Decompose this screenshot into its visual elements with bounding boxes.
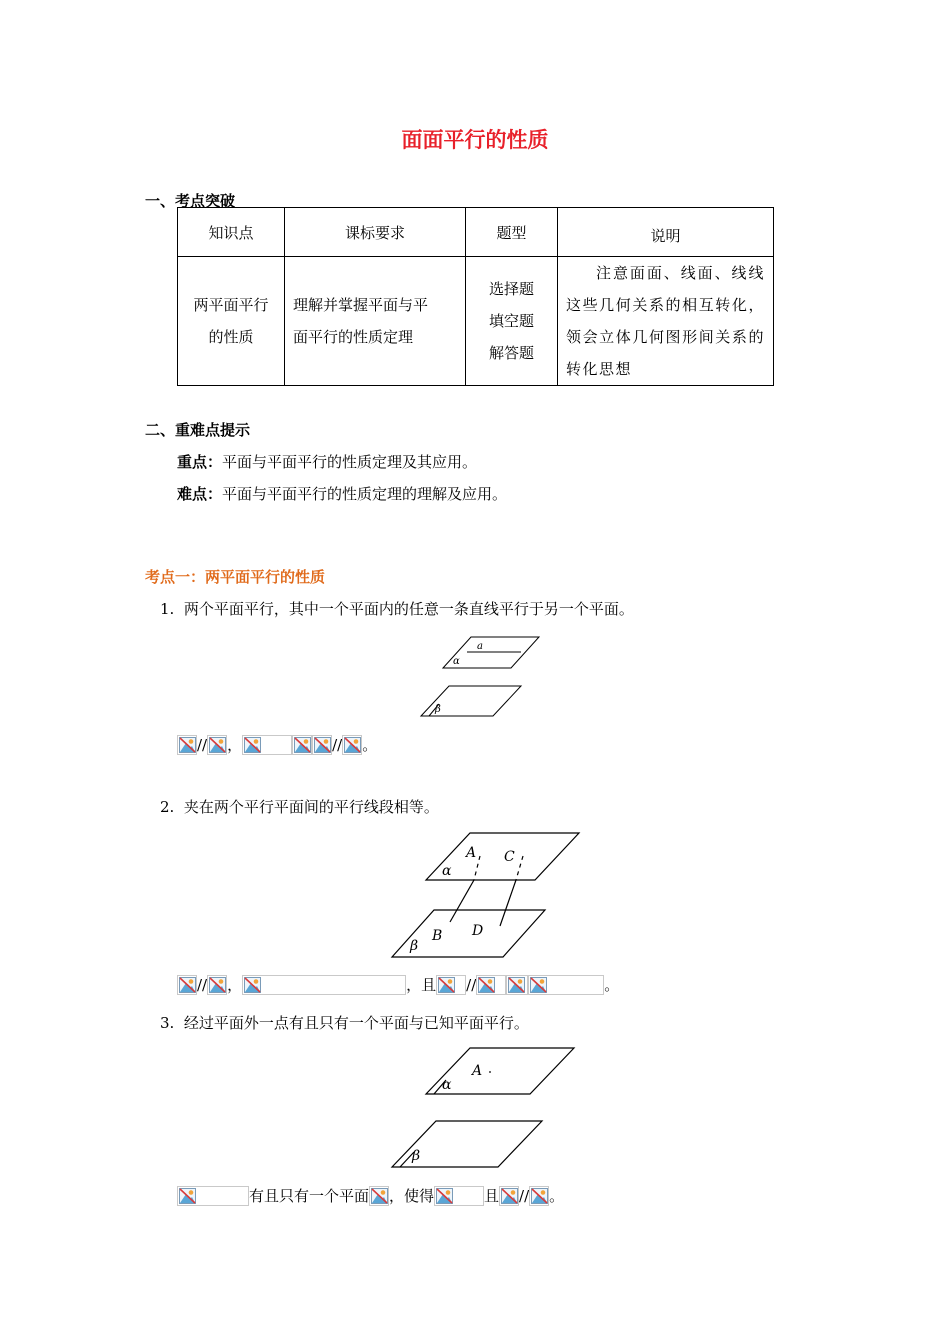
formula-image <box>207 975 227 995</box>
formula-image <box>292 735 312 755</box>
label-beta: β <box>410 938 419 954</box>
broken-image-icon <box>371 1188 388 1204</box>
item-2-text: 夹在两个平行平面间的平行线段相等。 <box>183 798 439 816</box>
formula-image <box>207 735 227 755</box>
formula-image <box>177 735 197 755</box>
broken-image-icon <box>501 1188 518 1204</box>
point-A <box>489 1071 491 1073</box>
key-text: 平面与平面平行的性质定理及其应用。 <box>222 453 478 471</box>
item-1 <box>160 598 634 619</box>
formula-image <box>342 735 362 755</box>
broken-image-icon <box>478 977 495 993</box>
table-cell-types: 选择题 填空题 解答题 <box>466 257 558 386</box>
table-cell-note: 注意面面、线面、线线这些几何关系的相互转化，领会立体几何图形间关系的转化思想 <box>558 257 774 386</box>
item-2-number: 2. <box>160 798 175 816</box>
formula-image <box>242 975 406 995</box>
figure-2 <box>390 830 585 962</box>
formula-image <box>369 1186 389 1206</box>
figure-1 <box>415 632 540 722</box>
topic-one-heading: 考点一：两平面平行的性质 <box>145 568 326 586</box>
label-beta: β <box>412 1148 421 1164</box>
label-C: C <box>504 849 515 865</box>
difficulty-label: 难点： <box>177 485 223 503</box>
table-cell-knowledge: 两平面平行 的性质 <box>178 257 285 386</box>
broken-image-icon <box>508 977 525 993</box>
segment-AB <box>450 880 474 922</box>
formula-image <box>177 975 197 995</box>
formula-image <box>528 975 604 995</box>
label-A: A <box>472 1063 483 1079</box>
label-alpha: α <box>442 863 452 879</box>
formula-image <box>506 975 528 995</box>
item-2 <box>160 796 439 817</box>
broken-image-icon <box>244 737 261 753</box>
formula-3: 有且只有一个平面 ，使得 且 // 。 <box>177 1184 564 1207</box>
label-D: D <box>472 923 484 939</box>
page-title: 面面平行的性质 <box>401 128 549 152</box>
difficulty-line <box>177 483 507 504</box>
table-header-note: 说明 <box>558 208 774 257</box>
label-alpha: α <box>442 1077 452 1093</box>
section-heading-key-points: 二、重难点提示 <box>145 421 251 439</box>
broken-image-icon <box>209 977 226 993</box>
label-beta: β <box>435 704 441 715</box>
item-1-number: 1. <box>160 600 175 618</box>
knowledge-table <box>177 207 774 386</box>
item-1-text: 两个平面平行，其中一个平面内的任意一条直线平行于另一个平面。 <box>183 600 634 618</box>
figure-3 <box>390 1046 580 1172</box>
formula-image <box>476 975 506 995</box>
broken-image-icon <box>530 977 547 993</box>
broken-image-icon <box>179 737 196 753</box>
section-heading-exam-points: 一、考点突破 <box>145 192 236 210</box>
broken-image-icon <box>436 1188 453 1204</box>
label-A: A <box>466 845 477 861</box>
broken-image-icon <box>179 1188 196 1204</box>
formula-image <box>177 1186 249 1206</box>
table-header-type: 题型 <box>466 208 558 257</box>
label-a: a <box>477 641 483 652</box>
broken-image-icon <box>344 737 361 753</box>
table-cell-requirement: 理解并掌握平面与平 面平行的性质定理 <box>285 257 466 386</box>
label-B: B <box>432 928 443 944</box>
segment-CD <box>500 880 516 926</box>
formula-image <box>499 1186 519 1206</box>
broken-image-icon <box>531 1188 548 1204</box>
segment-CD-dashed <box>516 856 523 880</box>
item-3 <box>160 1012 529 1033</box>
broken-image-icon <box>179 977 196 993</box>
formula-image <box>242 735 292 755</box>
broken-image-icon <box>294 737 311 753</box>
formula-image <box>434 1186 484 1206</box>
label-alpha: α <box>453 656 460 667</box>
broken-image-icon <box>314 737 331 753</box>
difficulty-text: 平面与平面平行的性质定理的理解及应用。 <box>222 485 508 503</box>
broken-image-icon <box>438 977 455 993</box>
broken-image-icon <box>244 977 261 993</box>
broken-image-icon <box>209 737 226 753</box>
formula-image <box>529 1186 549 1206</box>
table-header-knowledge: 知识点 <box>178 208 285 257</box>
formula-1: // ， // 。 <box>177 733 377 756</box>
formula-image <box>436 975 466 995</box>
item-3-number: 3. <box>160 1014 175 1032</box>
key-point-line <box>177 451 477 472</box>
item-3-text: 经过平面外一点有且只有一个平面与已知平面平行。 <box>183 1014 529 1032</box>
key-label: 重点： <box>177 453 223 471</box>
formula-image <box>312 735 332 755</box>
formula-2: // ， ，且 // 。 <box>177 973 619 996</box>
table-header-requirement: 课标要求 <box>285 208 466 257</box>
